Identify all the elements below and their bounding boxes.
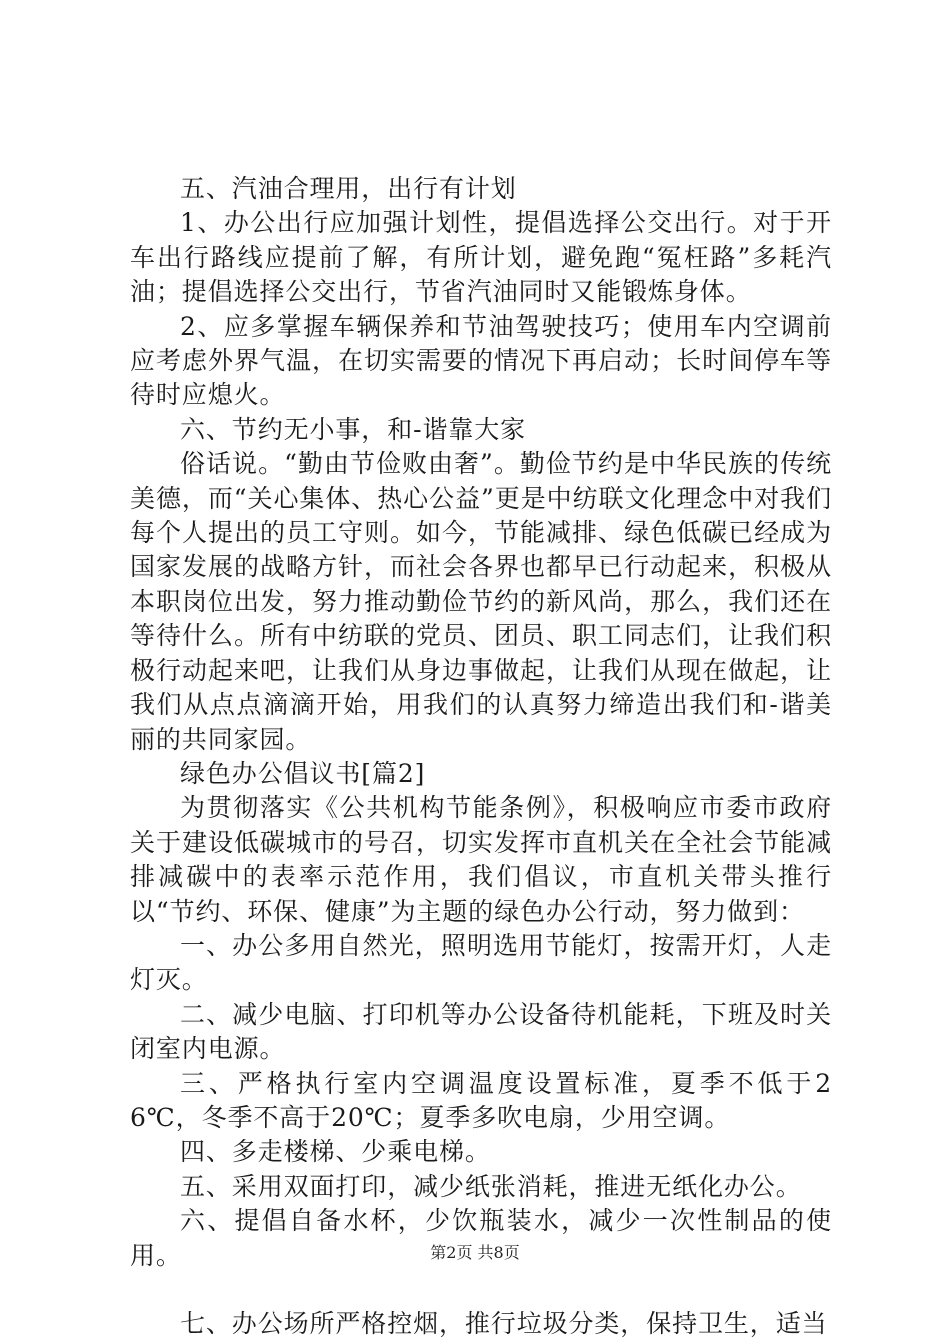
list-item-6: 六、提倡自备水杯，少饮瓶装水，减少一次性制品的使用。 xyxy=(130,1206,832,1270)
list-item-2: 二、减少电脑、打印机等办公设备待机能耗，下班及时关闭室内电源。 xyxy=(130,999,832,1064)
paragraph-travel-planning: 1、办公出行应加强计划性，提倡选择公交出行。对于开车出行路线应提前了解，有所计划，避免跑“冤枉路”多耗汽油；提倡选择公交出行，节省汽油同时又能锻炼身体。 xyxy=(130,208,832,307)
list-item-5: 五、采用双面打印，减少纸张消耗，推进无纸化办公。 xyxy=(180,1171,802,1201)
list-item-7: 七、办公场所严格控烟，推行垃圾分类，保持卫生，适当 xyxy=(180,1309,828,1339)
section-heading-5: 五、汽油合理用，出行有计划 xyxy=(180,174,517,203)
paragraph-introduction: 为贯彻落实《公共机构节能条例》，积极响应市委市政府关于建设低碳城市的号召，切实发挥市直机关在全社会节能减排减碳中的表率示范作用，我们倡议，市直机关带头推行以“节约、环保、健康”为主题的绿色办公行动，努力做到： xyxy=(130,793,832,926)
document-body xyxy=(130,172,832,1342)
article-title-part-2: 绿色办公倡议书[篇2] xyxy=(180,758,426,788)
paragraph-vehicle-maintenance: 2、应多掌握车辆保养和节油驾驶技巧；使用车内空调前应考虑外界气温，在切实需要的情况下再启动；长时间停车等待时应熄火。 xyxy=(130,311,832,410)
page-number-footer: 第2页 共8页 xyxy=(430,1243,520,1262)
list-item-4: 四、多走楼梯、少乘电梯。 xyxy=(180,1137,491,1167)
paragraph-saying: 俗话说。“勤由节俭败由奢”。勤俭节约是中华民族的传统美德，而“关心集体、热心公益”更是中纺联文化理念中对我们每个人提出的员工守则。如今，节能减排、绿色低碳已经成为国家发展的战略方针，而社会各界也都早已行动起来，积极从本职岗位出发，努力推动勤俭节约的新风尚，那么，我们还在等待什么。所有中纺联的党员、团员、职工同志们，让我们积极行动起来吧，让我们从身边事做起，让我们从现在做起，让我们从点点滴滴开始，用我们的认真努力缔造出我们和-谐美丽的共同家园。 xyxy=(130,449,832,754)
section-heading-6: 六、节约无小事，和-谐靠大家 xyxy=(180,414,527,444)
list-item-3: 三、严格执行室内空调温度设置标准，夏季不低于26℃，冬季不高于20℃；夏季多吹电扇，少用空调。 xyxy=(130,1068,832,1132)
list-item-1: 一、办公多用自然光，照明选用节能灯，按需开灯，人走灯灭。 xyxy=(130,930,832,995)
